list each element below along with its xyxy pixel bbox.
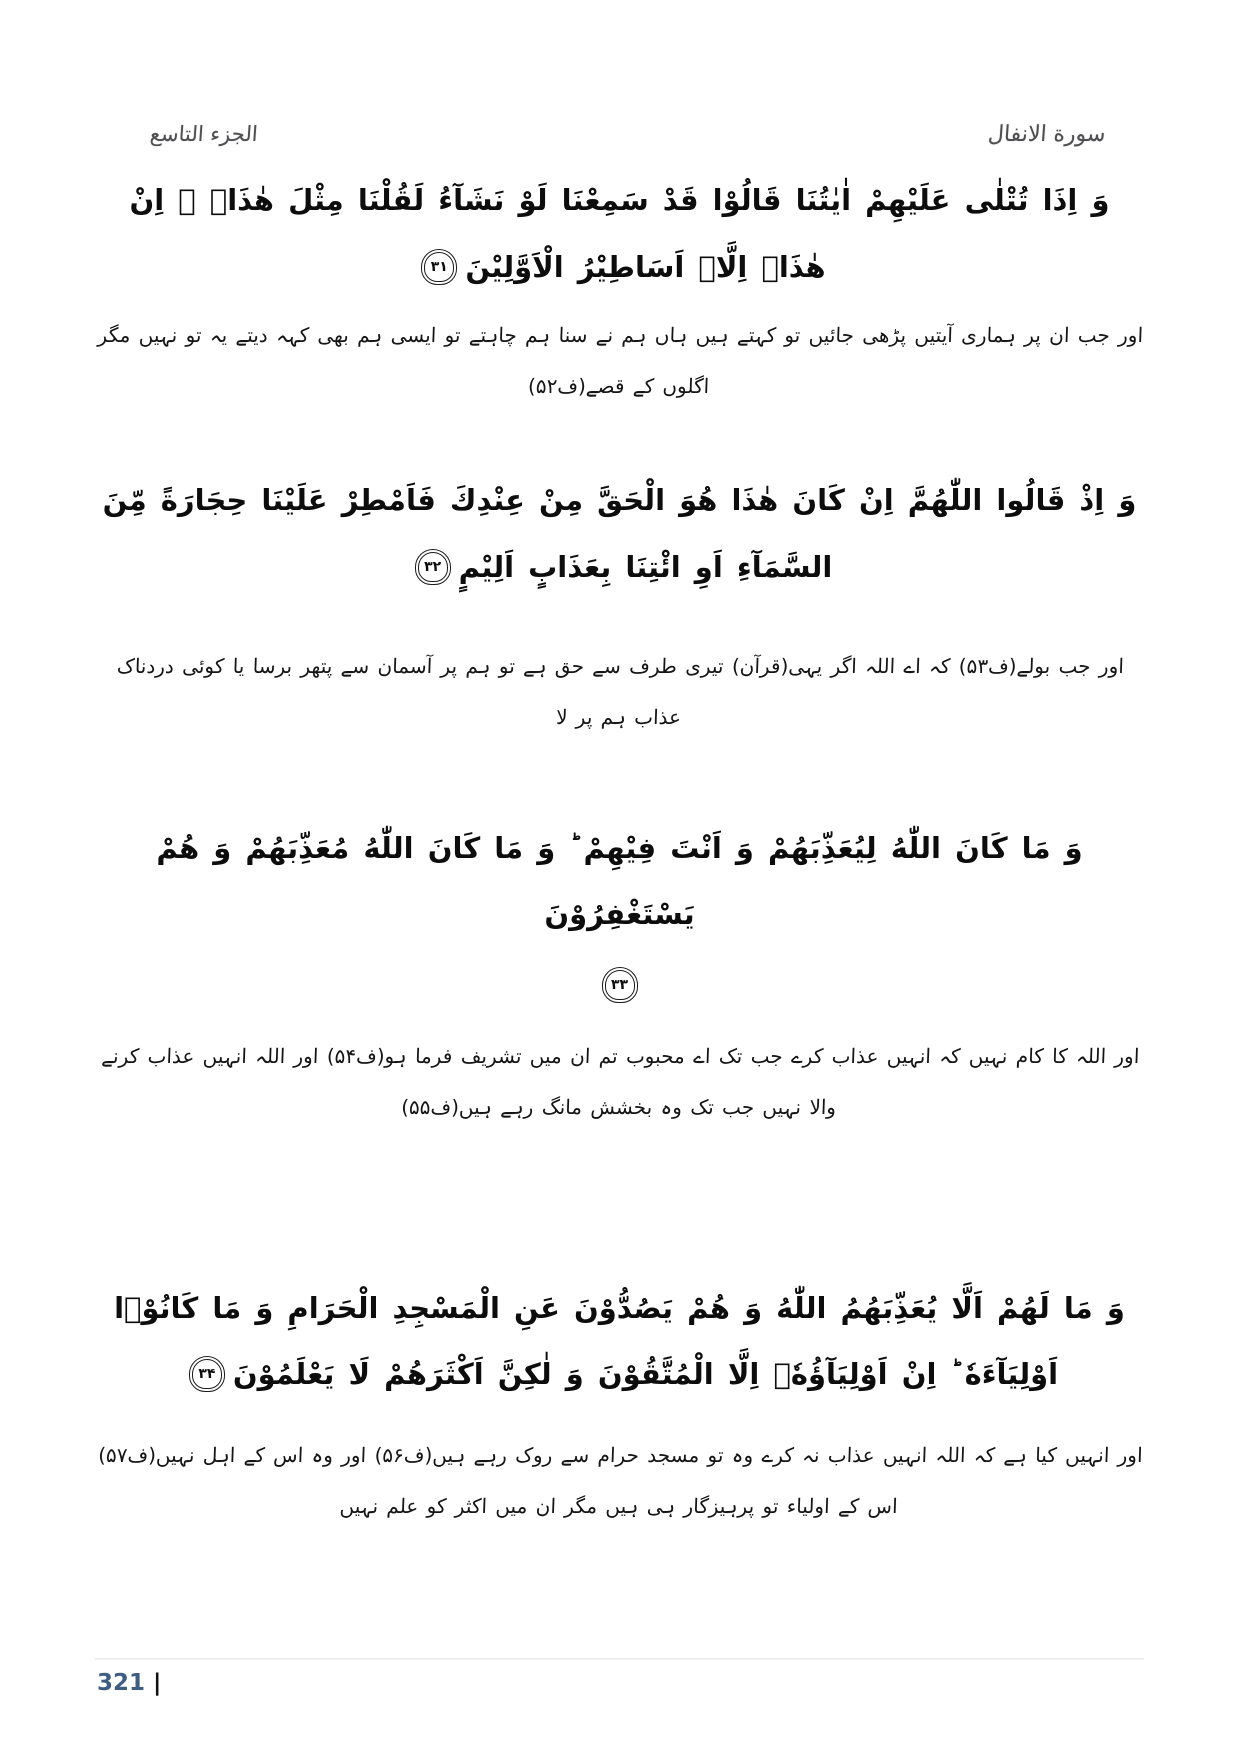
arabic-verse-31-text: وَ اِذَا تُتْلٰى عَلَيْهِمْ اٰيٰتُنَا قَالُوْا قَدْ سَمِعْنَا لَوْ نَشَآءُ لَقُلْنَا مِثْلَ هٰذَاۤ ۙ اِنْ هٰذَاۤ اِلَّاۤ اَسَاطِيْرُ الْاَوَّلِيْنَ xyxy=(129,183,1110,284)
verse-block-31 xyxy=(95,147,1144,412)
page-number-separator: | xyxy=(153,1670,162,1696)
urdu-translation-33: اور اللہ کا کام نہیں کہ انہیں عذاب کرے جب تک اے محبوب تم ان میں تشریف فرما ہو(ف۵۴) اور اللہ انہیں عذاب کرنے والا نہیں جب تک وہ بخشش مانگ رہے ہیں(ف۵۵) xyxy=(101,1043,1140,1119)
ayah-number-marker-33 xyxy=(602,967,638,1003)
arabic-verse-31 xyxy=(95,167,1144,300)
ayah-number-marker-31 xyxy=(421,249,457,285)
page-header xyxy=(95,122,1144,147)
verse-block-33 xyxy=(95,743,1144,1133)
arabic-verse-34 xyxy=(95,1275,1144,1408)
arabic-verse-32 xyxy=(95,467,1144,600)
surah-title-calligraphy: سورة الانفال xyxy=(987,122,1107,147)
arabic-verse-33: وَ مَا كَانَ اللّٰهُ لِيُعَذِّبَهُمْ وَ اَنْتَ فِيْهِمْ ؕ وَ مَا كَانَ اللّٰهُ مُعَذِّبَهُمْ وَ هُمْ يَسْتَغْفِرُوْنَ xyxy=(156,830,1083,932)
ayah-number-32: ۳۲ xyxy=(424,559,442,576)
page-footer xyxy=(95,1658,1144,1754)
ayah-number-marker-34 xyxy=(189,1356,225,1392)
ayah-number-34: ۳۴ xyxy=(198,1366,216,1383)
ayah-number-31: ۳۱ xyxy=(430,258,448,275)
page-number: 321 xyxy=(97,1670,146,1696)
arabic-verse-34-text: وَ مَا لَهُمْ اَلَّا يُعَذِّبَهُمُ اللّٰهُ وَ هُمْ يَصُدُّوْنَ عَنِ الْمَسْجِدِ الْحَرَامِ وَ مَا كَانُوْۤا اَوْلِيَآءَهٗ ؕ اِنْ اَوْلِيَآؤُهٗۤ اِلَّا الْمُتَّقُوْنَ وَ لٰكِنَّ اَكْثَرَهُمْ لَا يَعْلَمُوْنَ xyxy=(114,1290,1125,1392)
juz-title-calligraphy: الجزء التاسع xyxy=(149,122,259,146)
urdu-translation-32: اور جب بولے(ف۵۳) کہ اے اللہ اگر یہی(قرآن) تیری طرف سے حق ہے تو ہم پر آسمان سے پتھر برسا یا کوئی دردناک عذاب ہم پر لا xyxy=(116,653,1125,729)
verse-block-32 xyxy=(95,412,1144,742)
ayah-number-33: ۳۳ xyxy=(610,977,629,994)
urdu-translation-34: اور انہیں کیا ہے کہ اللہ انہیں عذاب نہ کرے وہ تو مسجد حرام سے روک رہے ہیں(ف۵۶) اور وہ اس کے اہل نہیں(ف۵۷) اس کے اولیاء تو پرہیزگار ہی ہیں مگر ان میں اکثر کو علم نہیں xyxy=(97,1442,1144,1518)
ayah-number-marker-32 xyxy=(415,549,451,585)
urdu-translation-31: اور جب ان پر ہماری آیتیں پڑھی جائیں تو کہتے ہیں ہاں ہم نے سنا ہم چاہتے تو ایسی ہم بھی کہہ دیتے یہ تو نہیں مگر اگلوں کے قصے(ف۵۲) xyxy=(97,323,1144,399)
ayah-marker-line-33 xyxy=(95,962,1144,1008)
arabic-verse-32-text: وَ اِذْ قَالُوا اللّٰهُمَّ اِنْ كَانَ هٰذَا هُوَ الْحَقَّ مِنْ عِنْدِكَ فَاَمْطِرْ عَلَيْنَا حِجَارَةً مِّنَ السَّمَآءِ اَوِ ائْتِنَا بِعَذَابٍ اَلِيْمٍ xyxy=(102,483,1137,585)
verse-block-34 xyxy=(95,1133,1144,1532)
